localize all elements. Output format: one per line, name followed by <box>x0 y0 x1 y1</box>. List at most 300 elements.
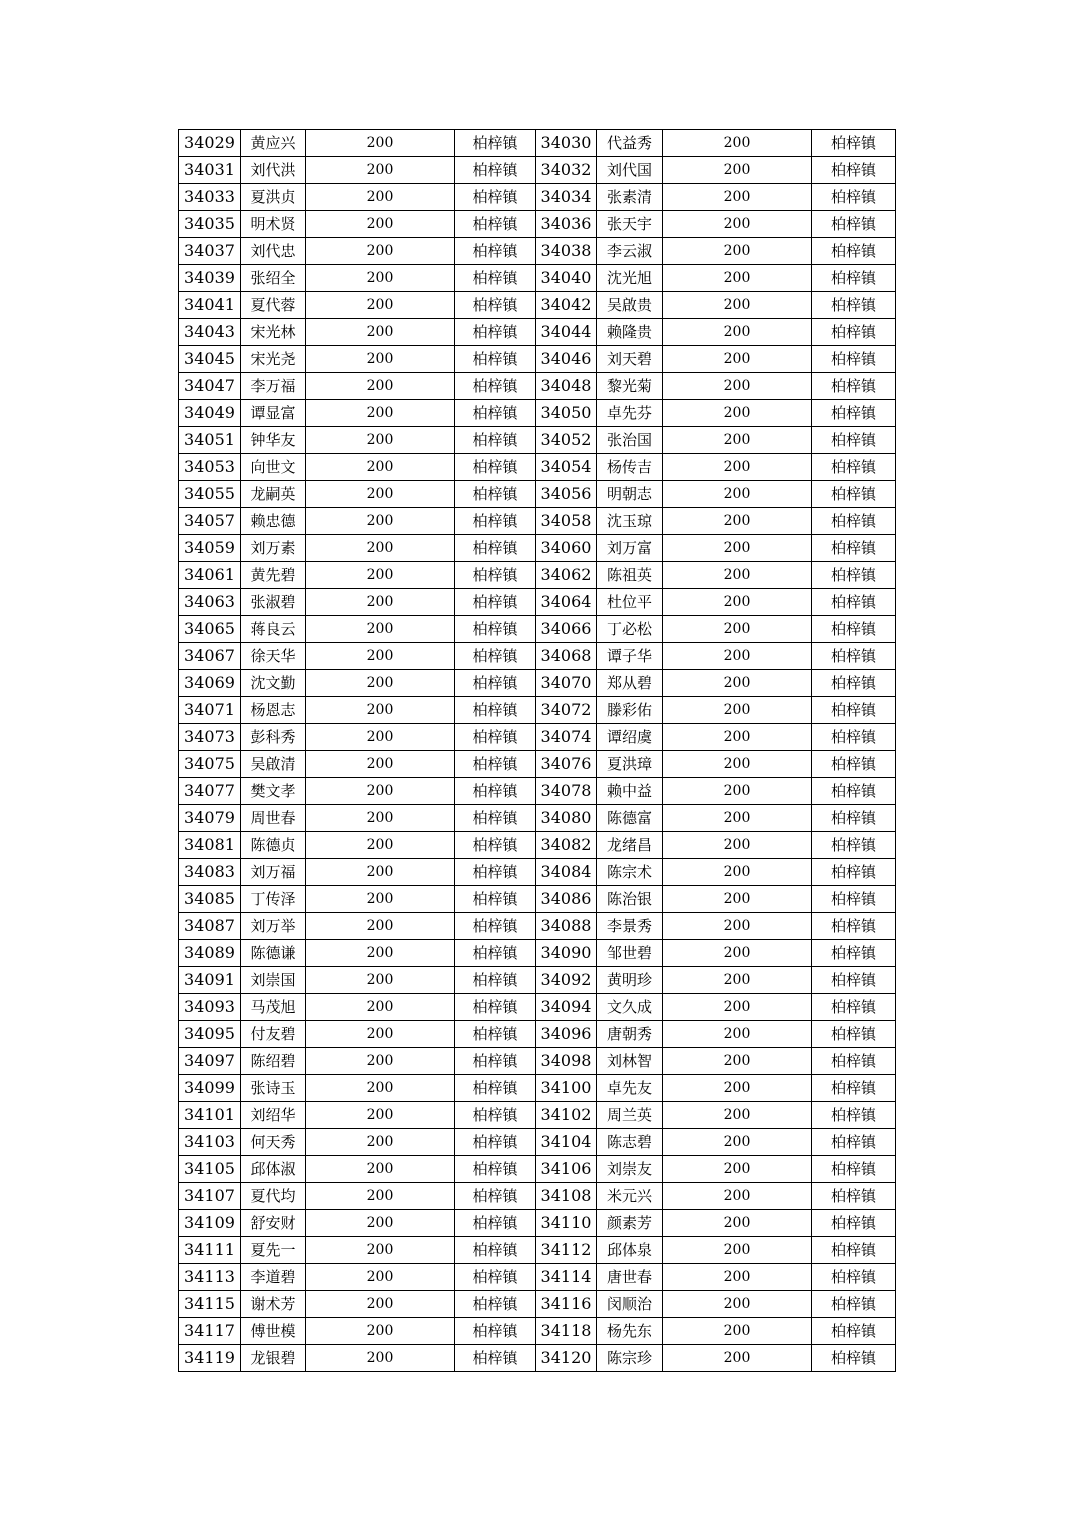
record-id-cell: 34119 <box>179 1345 241 1372</box>
amount-cell: 200 <box>663 589 812 616</box>
town-cell: 柏梓镇 <box>455 346 536 373</box>
person-name-cell: 沈玉琼 <box>597 508 663 535</box>
amount-cell: 200 <box>663 427 812 454</box>
table-row <box>179 562 896 589</box>
record-id-cell: 34030 <box>536 130 597 157</box>
town-cell: 柏梓镇 <box>455 1210 536 1237</box>
person-name-cell: 樊文孝 <box>241 778 306 805</box>
amount-cell: 200 <box>306 562 455 589</box>
person-name-cell: 张治国 <box>597 427 663 454</box>
town-cell: 柏梓镇 <box>455 670 536 697</box>
town-cell: 柏梓镇 <box>455 1075 536 1102</box>
amount-cell: 200 <box>306 1264 455 1291</box>
town-cell: 柏梓镇 <box>812 265 896 292</box>
person-name-cell: 陈德谦 <box>241 940 306 967</box>
person-name-cell: 沈光旭 <box>597 265 663 292</box>
person-name-cell: 马茂旭 <box>241 994 306 1021</box>
record-id-cell: 34075 <box>179 751 241 778</box>
amount-cell: 200 <box>306 913 455 940</box>
town-cell: 柏梓镇 <box>812 211 896 238</box>
record-id-cell: 34091 <box>179 967 241 994</box>
table-row <box>179 832 896 859</box>
town-cell: 柏梓镇 <box>455 292 536 319</box>
record-id-cell: 34082 <box>536 832 597 859</box>
table-row <box>179 1237 896 1264</box>
person-name-cell: 陈德富 <box>597 805 663 832</box>
town-cell: 柏梓镇 <box>455 1021 536 1048</box>
record-id-cell: 34110 <box>536 1210 597 1237</box>
town-cell: 柏梓镇 <box>455 751 536 778</box>
amount-cell: 200 <box>663 1183 812 1210</box>
person-name-cell: 夏代均 <box>241 1183 306 1210</box>
table-row <box>179 265 896 292</box>
amount-cell: 200 <box>663 913 812 940</box>
amount-cell: 200 <box>306 859 455 886</box>
town-cell: 柏梓镇 <box>455 454 536 481</box>
record-id-cell: 34105 <box>179 1156 241 1183</box>
town-cell: 柏梓镇 <box>812 805 896 832</box>
record-id-cell: 34093 <box>179 994 241 1021</box>
amount-cell: 200 <box>306 1210 455 1237</box>
record-id-cell: 34068 <box>536 643 597 670</box>
amount-cell: 200 <box>663 265 812 292</box>
table-row <box>179 1183 896 1210</box>
person-name-cell: 张天宇 <box>597 211 663 238</box>
record-id-cell: 34113 <box>179 1264 241 1291</box>
town-cell: 柏梓镇 <box>455 1291 536 1318</box>
record-id-cell: 34042 <box>536 292 597 319</box>
amount-cell: 200 <box>306 940 455 967</box>
town-cell: 柏梓镇 <box>812 724 896 751</box>
town-cell: 柏梓镇 <box>812 562 896 589</box>
record-id-cell: 34058 <box>536 508 597 535</box>
amount-cell: 200 <box>306 994 455 1021</box>
town-cell: 柏梓镇 <box>455 1264 536 1291</box>
record-id-cell: 34056 <box>536 481 597 508</box>
record-id-cell: 34034 <box>536 184 597 211</box>
table-row <box>179 238 896 265</box>
person-name-cell: 谭子华 <box>597 643 663 670</box>
record-id-cell: 34061 <box>179 562 241 589</box>
record-id-cell: 34038 <box>536 238 597 265</box>
amount-cell: 200 <box>663 184 812 211</box>
table-row <box>179 805 896 832</box>
record-id-cell: 34050 <box>536 400 597 427</box>
record-id-cell: 34089 <box>179 940 241 967</box>
person-name-cell: 刘万富 <box>597 535 663 562</box>
amount-cell: 200 <box>306 1291 455 1318</box>
person-name-cell: 陈绍碧 <box>241 1048 306 1075</box>
amount-cell: 200 <box>663 670 812 697</box>
town-cell: 柏梓镇 <box>455 1318 536 1345</box>
town-cell: 柏梓镇 <box>455 400 536 427</box>
person-name-cell: 刘崇友 <box>597 1156 663 1183</box>
person-name-cell: 明朝志 <box>597 481 663 508</box>
town-cell: 柏梓镇 <box>812 427 896 454</box>
record-id-cell: 34041 <box>179 292 241 319</box>
table-row <box>179 211 896 238</box>
record-id-cell: 34044 <box>536 319 597 346</box>
town-cell: 柏梓镇 <box>812 1291 896 1318</box>
record-id-cell: 34074 <box>536 724 597 751</box>
record-id-cell: 34036 <box>536 211 597 238</box>
town-cell: 柏梓镇 <box>812 1075 896 1102</box>
town-cell: 柏梓镇 <box>812 1129 896 1156</box>
town-cell: 柏梓镇 <box>455 373 536 400</box>
amount-cell: 200 <box>306 1129 455 1156</box>
person-name-cell: 李景秀 <box>597 913 663 940</box>
amount-cell: 200 <box>663 724 812 751</box>
table-row <box>179 670 896 697</box>
town-cell: 柏梓镇 <box>455 481 536 508</box>
town-cell: 柏梓镇 <box>455 211 536 238</box>
town-cell: 柏梓镇 <box>812 1048 896 1075</box>
amount-cell: 200 <box>306 535 455 562</box>
person-name-cell: 谢术芳 <box>241 1291 306 1318</box>
amount-cell: 200 <box>663 238 812 265</box>
amount-cell: 200 <box>663 1129 812 1156</box>
amount-cell: 200 <box>663 481 812 508</box>
record-id-cell: 34051 <box>179 427 241 454</box>
town-cell: 柏梓镇 <box>812 1210 896 1237</box>
table-row <box>179 481 896 508</box>
town-cell: 柏梓镇 <box>455 967 536 994</box>
amount-cell: 200 <box>663 832 812 859</box>
table-row <box>179 373 896 400</box>
record-id-cell: 34116 <box>536 1291 597 1318</box>
person-name-cell: 张诗玉 <box>241 1075 306 1102</box>
town-cell: 柏梓镇 <box>455 616 536 643</box>
person-name-cell: 吴啟贵 <box>597 292 663 319</box>
amount-cell: 200 <box>306 157 455 184</box>
record-id-cell: 34115 <box>179 1291 241 1318</box>
town-cell: 柏梓镇 <box>812 670 896 697</box>
amount-cell: 200 <box>306 967 455 994</box>
town-cell: 柏梓镇 <box>455 508 536 535</box>
town-cell: 柏梓镇 <box>812 913 896 940</box>
record-id-cell: 34087 <box>179 913 241 940</box>
town-cell: 柏梓镇 <box>812 859 896 886</box>
table-row <box>179 940 896 967</box>
person-name-cell: 刘万举 <box>241 913 306 940</box>
town-cell: 柏梓镇 <box>812 589 896 616</box>
person-name-cell: 李万福 <box>241 373 306 400</box>
table-row <box>179 994 896 1021</box>
person-name-cell: 刘绍华 <box>241 1102 306 1129</box>
record-id-cell: 34062 <box>536 562 597 589</box>
amount-cell: 200 <box>306 751 455 778</box>
record-id-cell: 34111 <box>179 1237 241 1264</box>
amount-cell: 200 <box>306 1345 455 1372</box>
person-name-cell: 陈宗珍 <box>597 1345 663 1372</box>
town-cell: 柏梓镇 <box>812 1156 896 1183</box>
record-id-cell: 34081 <box>179 832 241 859</box>
record-id-cell: 34120 <box>536 1345 597 1372</box>
person-name-cell: 陈德贞 <box>241 832 306 859</box>
person-name-cell: 闵顺治 <box>597 1291 663 1318</box>
record-id-cell: 34098 <box>536 1048 597 1075</box>
amount-cell: 200 <box>663 940 812 967</box>
record-id-cell: 34118 <box>536 1318 597 1345</box>
town-cell: 柏梓镇 <box>455 886 536 913</box>
record-id-cell: 34106 <box>536 1156 597 1183</box>
town-cell: 柏梓镇 <box>455 994 536 1021</box>
person-name-cell: 陈志碧 <box>597 1129 663 1156</box>
person-name-cell: 张淑碧 <box>241 589 306 616</box>
town-cell: 柏梓镇 <box>455 724 536 751</box>
town-cell: 柏梓镇 <box>812 454 896 481</box>
table-row <box>179 400 896 427</box>
town-cell: 柏梓镇 <box>812 1318 896 1345</box>
table-row <box>179 1291 896 1318</box>
record-id-cell: 34100 <box>536 1075 597 1102</box>
record-id-cell: 34079 <box>179 805 241 832</box>
town-cell: 柏梓镇 <box>455 697 536 724</box>
person-name-cell: 刘万素 <box>241 535 306 562</box>
record-id-cell: 34048 <box>536 373 597 400</box>
amount-cell: 200 <box>306 778 455 805</box>
person-name-cell: 龙绪昌 <box>597 832 663 859</box>
amount-cell: 200 <box>306 400 455 427</box>
person-name-cell: 张素清 <box>597 184 663 211</box>
town-cell: 柏梓镇 <box>455 859 536 886</box>
record-id-cell: 34094 <box>536 994 597 1021</box>
record-id-cell: 34049 <box>179 400 241 427</box>
record-id-cell: 34065 <box>179 616 241 643</box>
record-id-cell: 34084 <box>536 859 597 886</box>
record-id-cell: 34069 <box>179 670 241 697</box>
record-id-cell: 34053 <box>179 454 241 481</box>
amount-cell: 200 <box>306 346 455 373</box>
town-cell: 柏梓镇 <box>812 832 896 859</box>
person-name-cell: 张绍全 <box>241 265 306 292</box>
record-id-cell: 34072 <box>536 697 597 724</box>
person-name-cell: 邱体淑 <box>241 1156 306 1183</box>
town-cell: 柏梓镇 <box>812 886 896 913</box>
amount-cell: 200 <box>306 1021 455 1048</box>
person-name-cell: 舒安财 <box>241 1210 306 1237</box>
table-row <box>179 1129 896 1156</box>
person-name-cell: 彭科秀 <box>241 724 306 751</box>
person-name-cell: 代益秀 <box>597 130 663 157</box>
record-id-cell: 34096 <box>536 1021 597 1048</box>
person-name-cell: 刘代洪 <box>241 157 306 184</box>
table-row <box>179 1264 896 1291</box>
person-name-cell: 向世文 <box>241 454 306 481</box>
person-name-cell: 刘万福 <box>241 859 306 886</box>
amount-cell: 200 <box>306 616 455 643</box>
record-id-cell: 34085 <box>179 886 241 913</box>
amount-cell: 200 <box>306 373 455 400</box>
town-cell: 柏梓镇 <box>812 373 896 400</box>
table-row <box>179 724 896 751</box>
amount-cell: 200 <box>663 778 812 805</box>
record-id-cell: 34046 <box>536 346 597 373</box>
record-id-cell: 34077 <box>179 778 241 805</box>
record-id-cell: 34070 <box>536 670 597 697</box>
table-row <box>179 508 896 535</box>
town-cell: 柏梓镇 <box>812 697 896 724</box>
amount-cell: 200 <box>306 427 455 454</box>
table-row <box>179 1048 896 1075</box>
town-cell: 柏梓镇 <box>812 292 896 319</box>
town-cell: 柏梓镇 <box>812 535 896 562</box>
town-cell: 柏梓镇 <box>455 589 536 616</box>
record-id-cell: 34102 <box>536 1102 597 1129</box>
record-id-cell: 34104 <box>536 1129 597 1156</box>
table-row <box>179 427 896 454</box>
person-name-cell: 文久成 <box>597 994 663 1021</box>
table-row <box>179 319 896 346</box>
person-name-cell: 明术贤 <box>241 211 306 238</box>
person-name-cell: 付友碧 <box>241 1021 306 1048</box>
roster-body <box>179 130 896 1372</box>
amount-cell: 200 <box>663 886 812 913</box>
amount-cell: 200 <box>663 805 812 832</box>
record-id-cell: 34052 <box>536 427 597 454</box>
town-cell: 柏梓镇 <box>455 184 536 211</box>
record-id-cell: 34043 <box>179 319 241 346</box>
person-name-cell: 丁必松 <box>597 616 663 643</box>
person-name-cell: 徐天华 <box>241 643 306 670</box>
amount-cell: 200 <box>663 562 812 589</box>
town-cell: 柏梓镇 <box>812 1102 896 1129</box>
town-cell: 柏梓镇 <box>812 778 896 805</box>
town-cell: 柏梓镇 <box>812 1021 896 1048</box>
amount-cell: 200 <box>663 616 812 643</box>
town-cell: 柏梓镇 <box>455 238 536 265</box>
record-id-cell: 34045 <box>179 346 241 373</box>
town-cell: 柏梓镇 <box>455 805 536 832</box>
record-id-cell: 34112 <box>536 1237 597 1264</box>
record-id-cell: 34090 <box>536 940 597 967</box>
record-id-cell: 34103 <box>179 1129 241 1156</box>
record-id-cell: 34097 <box>179 1048 241 1075</box>
person-name-cell: 刘代国 <box>597 157 663 184</box>
table-row <box>179 778 896 805</box>
town-cell: 柏梓镇 <box>812 994 896 1021</box>
table-row <box>179 1345 896 1372</box>
amount-cell: 200 <box>663 967 812 994</box>
person-name-cell: 陈祖英 <box>597 562 663 589</box>
table-row <box>179 1210 896 1237</box>
person-name-cell: 夏洪贞 <box>241 184 306 211</box>
person-name-cell: 卓先芬 <box>597 400 663 427</box>
town-cell: 柏梓镇 <box>812 1183 896 1210</box>
person-name-cell: 刘代忠 <box>241 238 306 265</box>
amount-cell: 200 <box>663 697 812 724</box>
person-name-cell: 龙嗣英 <box>241 481 306 508</box>
person-name-cell: 杜位平 <box>597 589 663 616</box>
amount-cell: 200 <box>306 670 455 697</box>
record-id-cell: 34033 <box>179 184 241 211</box>
record-id-cell: 34076 <box>536 751 597 778</box>
person-name-cell: 黄应兴 <box>241 130 306 157</box>
table-row <box>179 967 896 994</box>
record-id-cell: 34060 <box>536 535 597 562</box>
town-cell: 柏梓镇 <box>455 157 536 184</box>
person-name-cell: 傅世模 <box>241 1318 306 1345</box>
person-name-cell: 赖隆贵 <box>597 319 663 346</box>
amount-cell: 200 <box>306 886 455 913</box>
town-cell: 柏梓镇 <box>455 1048 536 1075</box>
amount-cell: 200 <box>663 346 812 373</box>
person-name-cell: 邹世碧 <box>597 940 663 967</box>
amount-cell: 200 <box>663 1210 812 1237</box>
person-name-cell: 夏洪璋 <box>597 751 663 778</box>
town-cell: 柏梓镇 <box>812 346 896 373</box>
table-row <box>179 292 896 319</box>
table-row <box>179 157 896 184</box>
amount-cell: 200 <box>306 1075 455 1102</box>
record-id-cell: 34080 <box>536 805 597 832</box>
person-name-cell: 谭绍虞 <box>597 724 663 751</box>
amount-cell: 200 <box>663 1318 812 1345</box>
town-cell: 柏梓镇 <box>812 157 896 184</box>
amount-cell: 200 <box>306 1156 455 1183</box>
person-name-cell: 唐世春 <box>597 1264 663 1291</box>
person-name-cell: 蒋良云 <box>241 616 306 643</box>
person-name-cell: 刘林智 <box>597 1048 663 1075</box>
town-cell: 柏梓镇 <box>812 1264 896 1291</box>
amount-cell: 200 <box>306 184 455 211</box>
amount-cell: 200 <box>663 751 812 778</box>
amount-cell: 200 <box>306 130 455 157</box>
amount-cell: 200 <box>306 805 455 832</box>
record-id-cell: 34059 <box>179 535 241 562</box>
person-name-cell: 钟华友 <box>241 427 306 454</box>
person-name-cell: 陈宗术 <box>597 859 663 886</box>
town-cell: 柏梓镇 <box>455 1237 536 1264</box>
person-name-cell: 刘天碧 <box>597 346 663 373</box>
record-id-cell: 34099 <box>179 1075 241 1102</box>
person-name-cell: 丁传泽 <box>241 886 306 913</box>
table-row <box>179 1156 896 1183</box>
person-name-cell: 周兰英 <box>597 1102 663 1129</box>
amount-cell: 200 <box>306 292 455 319</box>
table-row <box>179 751 896 778</box>
town-cell: 柏梓镇 <box>455 427 536 454</box>
person-name-cell: 宋光林 <box>241 319 306 346</box>
town-cell: 柏梓镇 <box>812 184 896 211</box>
record-id-cell: 34109 <box>179 1210 241 1237</box>
table-row <box>179 184 896 211</box>
table-row <box>179 589 896 616</box>
person-name-cell: 李云淑 <box>597 238 663 265</box>
amount-cell: 200 <box>663 157 812 184</box>
record-id-cell: 34032 <box>536 157 597 184</box>
amount-cell: 200 <box>663 1345 812 1372</box>
person-name-cell: 邱体泉 <box>597 1237 663 1264</box>
person-name-cell: 卓先友 <box>597 1075 663 1102</box>
record-id-cell: 34055 <box>179 481 241 508</box>
amount-cell: 200 <box>663 535 812 562</box>
table-row <box>179 1102 896 1129</box>
table-row <box>179 1318 896 1345</box>
person-name-cell: 赖中益 <box>597 778 663 805</box>
town-cell: 柏梓镇 <box>455 643 536 670</box>
record-id-cell: 34067 <box>179 643 241 670</box>
amount-cell: 200 <box>306 1183 455 1210</box>
town-cell: 柏梓镇 <box>812 1345 896 1372</box>
amount-cell: 200 <box>306 1318 455 1345</box>
record-id-cell: 34086 <box>536 886 597 913</box>
person-name-cell: 宋光尧 <box>241 346 306 373</box>
table-row <box>179 616 896 643</box>
person-name-cell: 黎光菊 <box>597 373 663 400</box>
town-cell: 柏梓镇 <box>455 319 536 346</box>
table-row <box>179 346 896 373</box>
